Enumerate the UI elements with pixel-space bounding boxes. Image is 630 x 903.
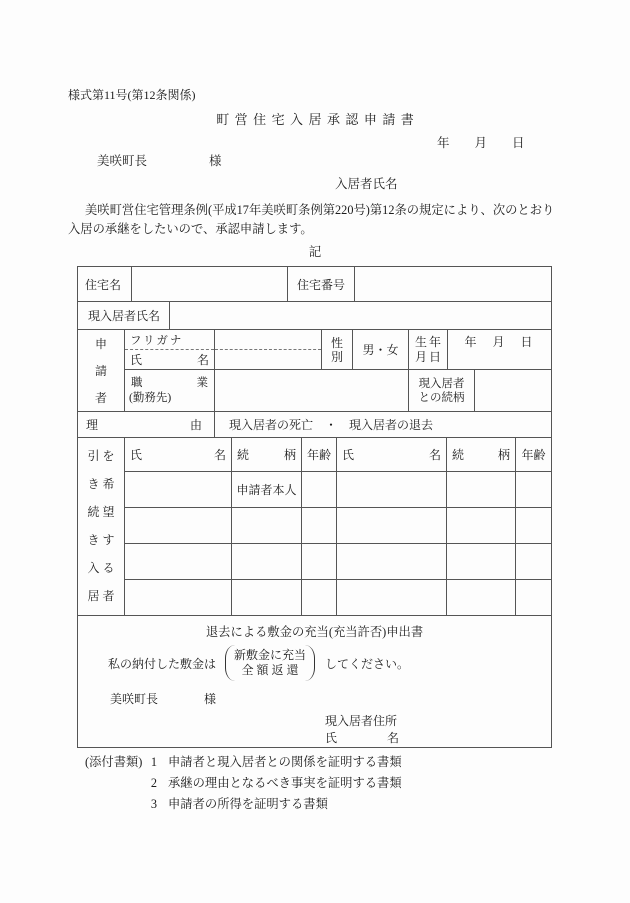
body-line-2: 入居の承継をしたいので、承認申請します。 — [68, 222, 313, 236]
resident-relation-cell — [232, 580, 302, 616]
resident-row-3 — [78, 544, 552, 580]
deposit-title: 退去による敷金の充当(充当許否)申出書 — [205, 625, 424, 639]
deposit-options-bracket — [225, 645, 315, 681]
resident-age-cell — [302, 544, 337, 580]
resident-row-1 — [78, 472, 552, 508]
applicant-name-label: 入居者氏名 — [335, 177, 398, 191]
deposit-sentence-after: してください。 — [325, 656, 410, 671]
resident-relation-cell — [232, 544, 302, 580]
deposit-section — [77, 615, 552, 748]
signature-name-label: 氏 名 — [325, 731, 399, 745]
deposit-recipient-name: 美咲町長 — [110, 692, 159, 706]
col-header-name-2: 氏 名 — [337, 438, 447, 472]
attachment-item: (添付書類) 1 申請者と現入居者との関係を証明する書類 — [85, 752, 402, 773]
recipient-name: 美咲町長 — [97, 154, 148, 168]
furigana-label: フリガナ — [130, 334, 184, 347]
resident-name-cell — [125, 508, 232, 544]
job-label: 職 業 (勤務先) — [125, 370, 215, 412]
resident-age-cell — [516, 508, 552, 544]
attachments-list — [85, 752, 402, 815]
recipient-line — [97, 151, 222, 169]
resident-name-cell — [337, 508, 447, 544]
furigana-field — [215, 331, 321, 350]
col-header-age-1: 年齢 — [302, 438, 337, 472]
resident-relation-cell: 申請者本人 — [232, 472, 302, 508]
housing-name-field — [132, 267, 288, 302]
recipient-honorific: 様 — [209, 154, 222, 168]
relation-label: 現入居者 との続柄 — [409, 370, 475, 412]
resident-relation-cell — [447, 580, 516, 616]
resident-relation-cell — [447, 472, 516, 508]
applicant-vertical-label: 申 請 者 — [78, 330, 125, 412]
resident-name-cell — [337, 472, 447, 508]
housing-name-label: 住宅名 — [78, 267, 132, 302]
resident-age-cell — [516, 544, 552, 580]
current-resident-name-field — [170, 302, 552, 330]
page-title: 町営住宅入居承認申請書 — [216, 112, 420, 127]
sex-options: 男・女 — [353, 330, 409, 370]
body-paragraph — [68, 201, 568, 239]
resident-name-cell — [125, 472, 232, 508]
reason-label: 理 由 — [78, 412, 215, 438]
deposit-statement-cell — [78, 616, 552, 748]
form-number: 様式第11号(第12条関係) — [68, 88, 196, 102]
resident-age-cell — [516, 580, 552, 616]
name-label: 氏 名 — [130, 352, 209, 367]
furigana-name-label — [125, 330, 215, 370]
name-field — [215, 350, 321, 369]
reason-options: 現入居者の死亡 ・ 現入居者の退去 — [215, 412, 552, 438]
attachment-item: 2 承継の理由となるべき事実を証明する書類 — [150, 776, 402, 790]
housing-number-label: 住宅番号 — [288, 267, 355, 302]
housing-section — [77, 266, 552, 330]
resident-age-cell — [302, 580, 337, 616]
birthdate-field: 年 月 日 — [448, 330, 552, 370]
resident-name-cell — [337, 580, 447, 616]
col-header-age-2: 年齢 — [516, 438, 552, 472]
deposit-option-1: 新敷金に充当 — [234, 648, 307, 662]
applicant-section — [77, 329, 552, 438]
col-header-relation-1: 続 柄 — [232, 438, 302, 472]
current-resident-address-label: 現入居者住所 — [325, 714, 398, 728]
birthdate-label: 生 年 月 日 — [409, 330, 448, 370]
body-line-1: 美咲町営住宅管理条例(平成17年美咲町条例第220号)第12条の規定により、次のとおり — [85, 203, 555, 217]
resident-name-cell — [125, 544, 232, 580]
current-resident-name-label: 現入居者氏名 — [78, 302, 170, 330]
col-header-name-1: 氏 名 — [125, 438, 232, 472]
attachment-item: 3 申請者の所得を証明する書類 — [150, 797, 328, 811]
resident-name-cell — [125, 580, 232, 616]
continuing-residents-label: 引 を き 希 続 望 き す 入 る 居 者 — [78, 438, 125, 616]
deposit-recipient-line — [110, 690, 551, 707]
attachments-label: (添付書類) — [85, 755, 143, 769]
resident-row-2 — [78, 508, 552, 544]
sex-label: 性 別 — [322, 330, 353, 370]
continuing-residents-section — [77, 437, 552, 616]
resident-row-4 — [78, 580, 552, 616]
resident-name-cell — [337, 544, 447, 580]
resident-age-cell — [516, 472, 552, 508]
job-field — [215, 370, 409, 412]
col-header-relation-2: 続 柄 — [447, 438, 516, 472]
deposit-recipient-honorific: 様 — [204, 692, 217, 706]
applicant-name-field — [215, 330, 322, 370]
deposit-signature-block — [325, 713, 551, 747]
resident-relation-cell — [447, 544, 516, 580]
deposit-sentence-before: 私の納付した敷金は — [108, 656, 217, 671]
deposit-option-2: 全 額 返 還 — [241, 663, 299, 677]
deposit-sentence — [108, 645, 551, 681]
resident-age-cell — [302, 508, 337, 544]
date-line: 年 月 日 — [437, 136, 525, 150]
ki-heading: 記 — [308, 245, 322, 259]
relation-field — [475, 370, 552, 412]
housing-number-field — [355, 267, 552, 302]
resident-relation-cell — [232, 508, 302, 544]
resident-relation-cell — [447, 508, 516, 544]
application-table — [77, 266, 553, 748]
resident-age-cell — [302, 472, 337, 508]
